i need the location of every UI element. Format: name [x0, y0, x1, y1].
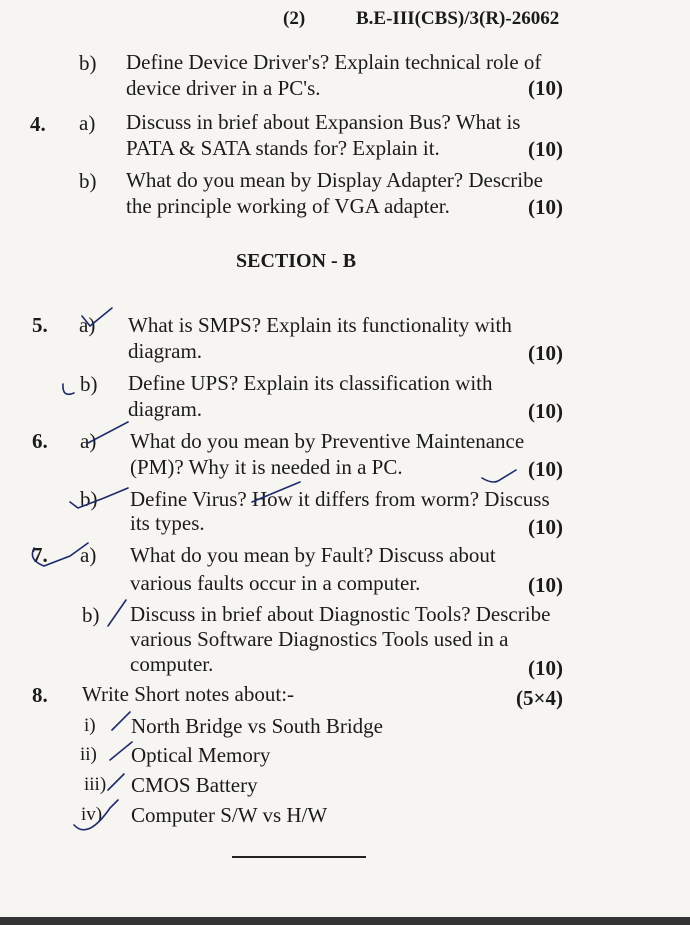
q8-title: Write Short notes about:- — [82, 682, 295, 706]
marks: (10) — [528, 341, 563, 365]
question-line: Define UPS? Explain its classification with — [128, 371, 493, 395]
question-line: diagram. — [128, 397, 203, 421]
bottom-edge — [0, 917, 690, 925]
question-line: computer. — [130, 652, 214, 676]
sub-label: a) — [80, 543, 97, 567]
marks: (10) — [528, 573, 563, 597]
tick-mark — [108, 774, 124, 790]
sub-label: a) — [80, 429, 97, 453]
question-number: 4. — [30, 112, 46, 136]
tick-mark — [108, 600, 126, 626]
question-line: What do you mean by Display Adapter? Describe — [126, 168, 543, 192]
question-line: various faults occur in a computer. — [130, 571, 421, 595]
question-line: Define Virus? How it differs from worm? Discuss — [130, 487, 550, 511]
item-label: iii) — [84, 774, 107, 795]
sub-label: b) — [82, 603, 100, 627]
question-line: Define Device Driver's? Explain technical role of — [126, 50, 542, 74]
marks: (10) — [528, 76, 563, 100]
question-line: diagram. — [128, 339, 203, 363]
marks: (10) — [528, 457, 563, 481]
sub-label: b) — [80, 487, 98, 511]
short-note-item: Computer S/W vs H/W — [131, 803, 328, 827]
section-title: SECTION - B — [236, 250, 357, 272]
question-number: 7. — [32, 543, 48, 567]
marks: (10) — [528, 515, 563, 539]
question-line: (PM)? Why it is needed in a PC. — [130, 455, 403, 479]
end-rule — [232, 856, 366, 858]
marks: (10) — [528, 195, 563, 219]
tick-mark — [63, 384, 74, 394]
tick-mark — [110, 742, 132, 760]
question-number: 8. — [32, 683, 48, 707]
marks: (10) — [528, 656, 563, 680]
short-note-item: North Bridge vs South Bridge — [131, 714, 383, 738]
item-label: ii) — [80, 744, 97, 765]
question-line: the principle working of VGA adapter. — [126, 194, 450, 218]
question-line: PATA & SATA stands for? Explain it. — [126, 136, 440, 160]
sub-label: a) — [79, 313, 96, 337]
question-line: Discuss in brief about Diagnostic Tools? Describe — [130, 602, 551, 626]
paper-code: B.E-III(CBS)/3(R)-26062 — [356, 8, 560, 29]
sub-label: b) — [80, 372, 98, 396]
question-line: What is SMPS? Explain its functionality with — [128, 313, 512, 337]
question-line: various Software Diagnostics Tools used in a — [130, 627, 509, 651]
tick-mark — [70, 488, 128, 508]
question-line: What do you mean by Fault? Discuss about — [130, 543, 496, 567]
sub-label: b) — [79, 51, 97, 75]
marks: (5×4) — [516, 686, 563, 710]
question-line: device driver in a PC's. — [126, 76, 321, 100]
page-number: (2) — [283, 8, 306, 29]
question-line: its types. — [130, 511, 205, 535]
marks: (10) — [528, 399, 563, 423]
sub-label: b) — [79, 169, 97, 193]
short-note-item: CMOS Battery — [131, 773, 258, 797]
item-label: iv) — [81, 804, 103, 825]
short-note-item: Optical Memory — [131, 743, 271, 767]
sub-label: a) — [79, 111, 96, 135]
question-number: 6. — [32, 429, 48, 453]
question-line: What do you mean by Preventive Maintenance — [130, 429, 525, 453]
item-label: i) — [84, 715, 96, 736]
question-line: Discuss in brief about Expansion Bus? What is — [126, 110, 521, 134]
marks: (10) — [528, 137, 563, 161]
tick-mark — [112, 712, 130, 730]
question-number: 5. — [32, 313, 48, 337]
